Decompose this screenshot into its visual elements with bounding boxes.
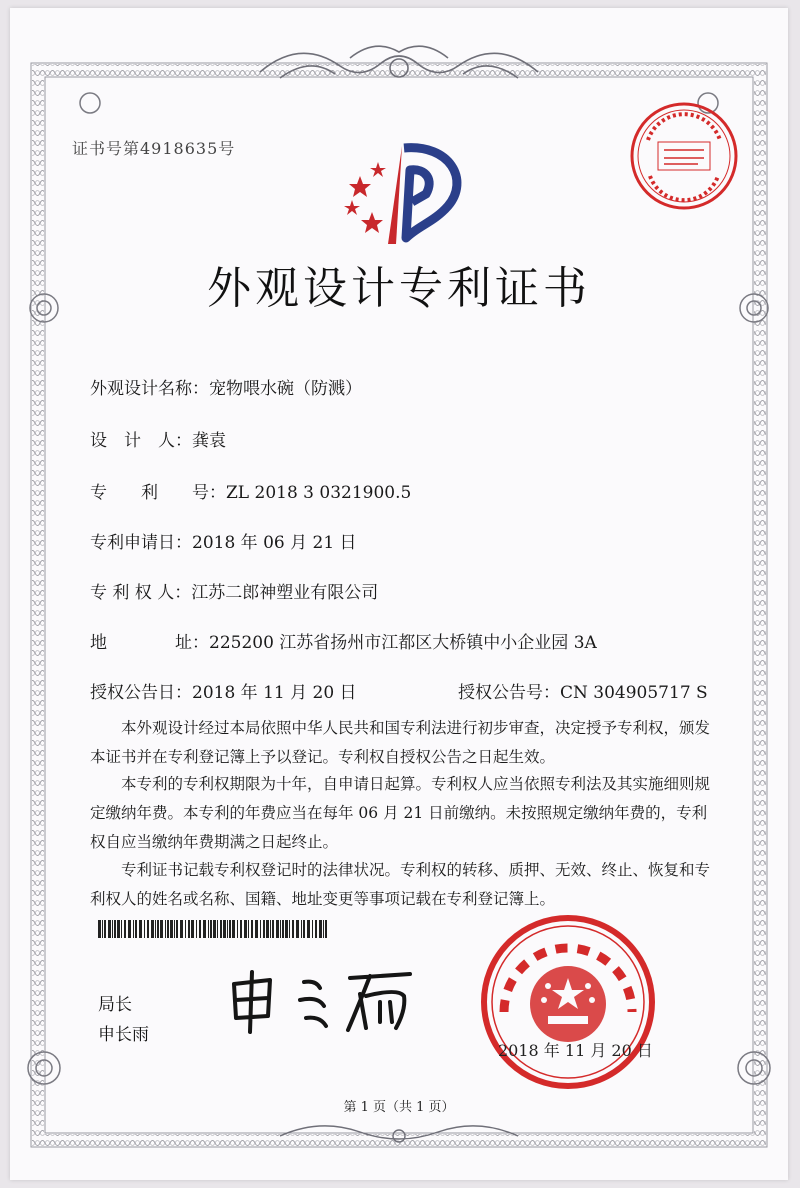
paragraph-1: 本外观设计经过本局依照中华人民共和国专利法进行初步审查，决定授予专利权，颁发本证书并在专利登记簿上予以登记。专利权自授权公告之日起生效。: [90, 719, 711, 766]
director-name: 申长雨: [98, 1025, 149, 1045]
patent-office-logo-icon: [330, 140, 470, 250]
grant-date-row: [90, 678, 357, 703]
patent-number-row: [90, 478, 411, 503]
designer-label: 设 计 人：: [90, 431, 192, 451]
address-value: 225200 江苏省扬州市江都区大桥镇中小企业园 3A: [209, 633, 597, 653]
certificate-number: 证书号第4918635号: [72, 139, 236, 158]
address-row: [90, 628, 597, 653]
grant-number-row: [458, 678, 708, 703]
page-indicator: 第 1 页（共 1 页）: [343, 1100, 455, 1115]
grant-date-label: 授权公告日：: [90, 683, 192, 703]
patentee-label: 专 利 权 人：: [90, 583, 192, 603]
grant-number-label: 授权公告号：: [458, 683, 560, 703]
patent-number-value: ZL 2018 3 0321900.5: [226, 483, 412, 503]
paragraph-2: 本专利的专利权期限为十年，自申请日起算。专利权人应当依照专利法及其实施细则规定缴纳年费。本专利的年费应当在每年 06 月 21 日前缴纳。未按照规定缴纳年费的，专利权自应当缴纳年费期满之日起终止。: [90, 775, 711, 851]
paragraph-3: 专利证书记载专利权登记时的法律状况。专利权的转移、质押、无效、终止、恢复和专利权人的姓名或名称、国籍、地址变更等事项记载在专利登记簿上。: [90, 861, 711, 908]
director-title: 局长: [98, 995, 132, 1015]
filing-date-label: 专利申请日：: [90, 533, 192, 553]
designer-value: 龚袁: [192, 431, 226, 451]
certificate-title: 外观设计专利证书: [207, 263, 591, 314]
filing-date-value: 2018 年 06 月 21 日: [192, 533, 357, 553]
patentee-row: [90, 578, 378, 603]
design-name-row: [90, 374, 362, 399]
grant-number-value: CN 304905717 S: [560, 683, 708, 703]
design-name-value: 宠物喂水碗（防溅）: [209, 379, 362, 399]
office-stamp-icon: [628, 100, 740, 212]
designer-row: [90, 426, 226, 451]
patent-number-label: 专 利 号：: [90, 483, 226, 503]
address-label: 地 址：: [90, 633, 209, 653]
barcode-icon: [98, 920, 328, 938]
grant-date-value: 2018 年 11 月 20 日: [192, 683, 357, 703]
director-signature-icon: [220, 966, 420, 1036]
certificate-page: [10, 8, 788, 1180]
design-name-label: 外观设计名称：: [90, 379, 209, 399]
patentee-value: 江苏二郎神塑业有限公司: [191, 583, 379, 603]
issue-date: 2018 年 11 月 20 日: [498, 1041, 653, 1060]
national-ip-seal-icon: [478, 912, 658, 1092]
filing-date-row: [90, 528, 357, 553]
